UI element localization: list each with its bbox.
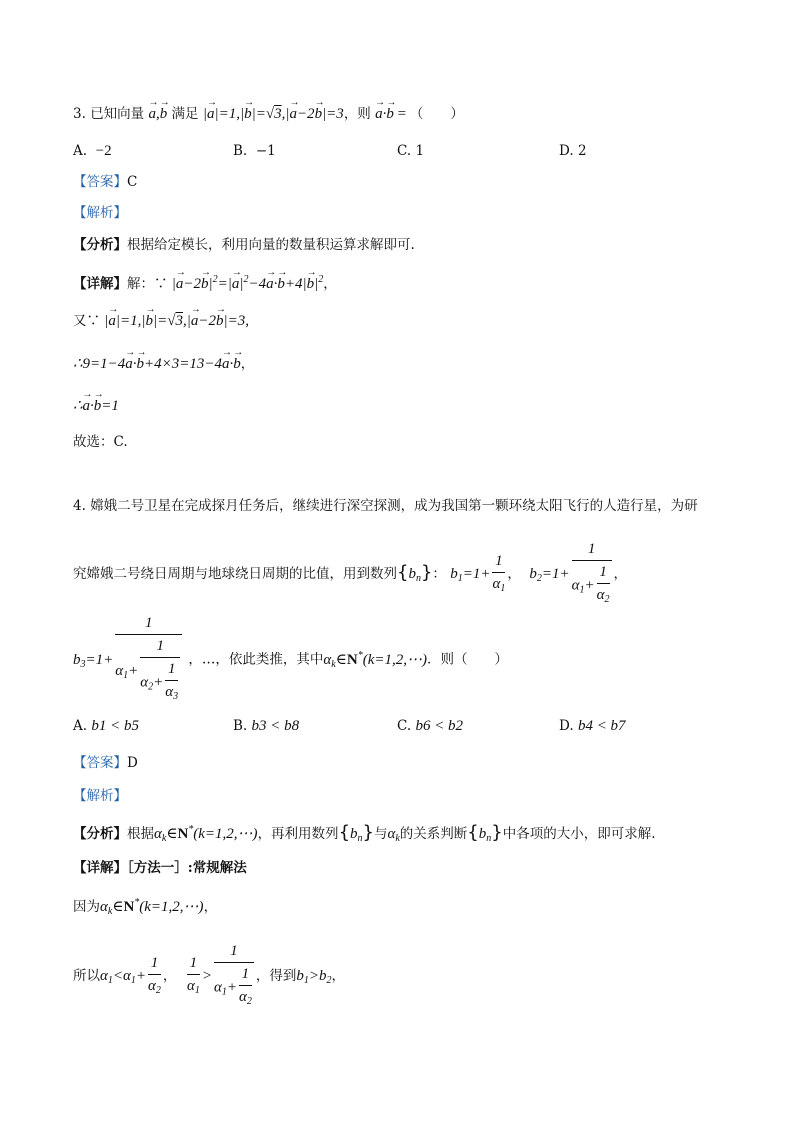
- q3-jiexi: 【解析】: [73, 205, 127, 221]
- q4-option-d: D. b4 < b7: [559, 718, 626, 734]
- q4-stem-line1: 4. 嫦娥二号卫星在完成探月任务后，继续进行深空探测，成为我国第一颗环绕太阳飞行的人造行星，为研: [73, 498, 698, 514]
- q4-stem-line2: 究嫦娥二号绕日周期与地球绕日周期的比值，用到数列$\{b_n\}$： $b_1=1+$ $\frac{1}{\alpha_1}$ ， $b_2=1+$ 1 $\alpha_1+$ $\frac{1}{\alpha_2}$ ，: [73, 538, 627, 611]
- q4-jiexi: 【解析】: [73, 788, 127, 804]
- q3-condition: |→ a|=1,|→ b|=√3,|→ a−2→ b|=3: [203, 106, 344, 122]
- q4-answer: 【答案】D: [73, 755, 138, 771]
- q4-fenxi: 【分析】根据$\alpha_k\in N^*(k=1,2,\cdots)$，再利用数列$\{b_n\}$与$\alpha_k$的关系判断$\{b_n\}$中各项的大小，即可求解.: [73, 822, 656, 844]
- q3-detail-3: ∴9=1−4→ a·→ b+4×3=13−4→ a·→ b，: [73, 354, 254, 374]
- q3-detail-4: ∴→ a·→ b=1: [73, 396, 119, 416]
- q3-option-b: B. −1: [233, 143, 276, 159]
- q3-fenxi: 【分析】根据给定模长，利用向量的数量积运算求解即可.: [73, 237, 415, 253]
- q3-option-d: D. 2: [559, 143, 587, 159]
- q3-detail-2: 又∵ |→ a|=1,|→ b|=√3,|→ a−2→ b|=3,: [73, 311, 249, 331]
- q4-option-c: C. b6 < b2: [397, 718, 464, 734]
- q4-detail-1: 因为$\alpha_k\in N^*(k=1,2,\cdots)$，: [73, 897, 218, 917]
- q3-stem: 3. 已知向量 → a,→ b 满足 |→ a|=1,|→ b|=√3,|→ a−2→ b|=3，则 → a·→ b = （ ）: [73, 104, 464, 124]
- q3-option-c: C. 1: [397, 143, 425, 159]
- q3-detail-1: 【详解】解：∵ |→ $a-2\to b|^2=|\to a|^2-4\to a\cdot\to b+4|\to b|^2$，: [73, 270, 337, 294]
- q3-option-a: A. −2: [73, 143, 112, 159]
- q4-option-b: B. b3 < b8: [233, 718, 300, 734]
- q3-answer: 【答案】C: [73, 174, 138, 190]
- q4-detail-2: 所以$\alpha_1<\alpha_1+$ $\frac{1}{\alpha_2}$ ， $\frac{1}{\alpha_1}$ > 1 $\alpha_1+$ $\frac{1}{\alpha_2}$ ，得到$b_1>b_2$，: [73, 940, 345, 1013]
- q3-final: 故选：C.: [73, 434, 128, 450]
- q4-detail-method: 【详解】［方法一］:常规解法: [73, 860, 247, 876]
- q4-stem-line3: $b_3=1+$ 1 $\alpha_1+$ 1 $\alpha_2+$ $\frac{1}{\alpha_3}$ ，…，依此类推，其中$\alpha_k\in N^*(k=1,2,\cdots)$．则（ ）: [73, 612, 508, 708]
- q4-option-a: A. b1 < b5: [73, 718, 139, 734]
